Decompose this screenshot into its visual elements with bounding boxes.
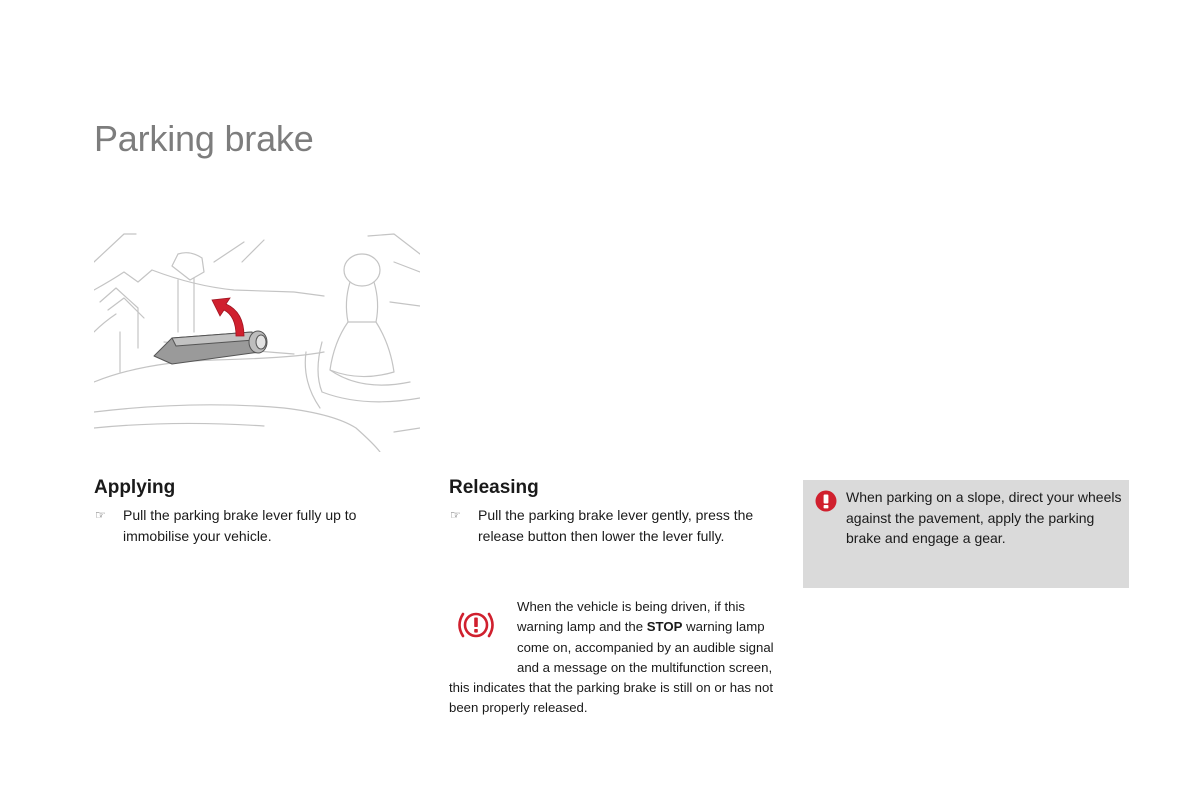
parking-brake-warning-lamp-icon (456, 609, 496, 641)
lamp-icon-wrapper (449, 599, 515, 659)
warning-exclamation-icon (815, 490, 837, 512)
page-title: Parking brake (94, 118, 314, 159)
applying-text: Pull the parking brake lever fully up to immobilise your vehicle. (123, 507, 357, 544)
applying-instruction (95, 505, 395, 546)
bullet-arrow-icon: ☞ (95, 508, 106, 522)
slope-warning-text: When parking on a slope, direct your wheels against the pavement, apply the parking brake and engage a gear. (846, 489, 1122, 546)
lamp-note-text-end: warning lamp come on, accompanied by an audible signal and a message on the multifunction screen, this indicates that the parking brake is still on or has not been properly released. (449, 619, 774, 716)
bullet-arrow-icon: ☞ (450, 508, 461, 522)
releasing-heading: Releasing (449, 477, 539, 498)
lamp-note-text-start: When the vehicle is being driven, if this warning lamp and the (517, 599, 745, 635)
stop-label: STOP (646, 619, 683, 635)
releasing-text: Pull the parking brake lever gently, press the release button then lower the lever fully. (478, 507, 754, 544)
applying-heading: Applying (94, 477, 176, 498)
warning-lamp-note (449, 597, 779, 719)
releasing-instruction (450, 505, 780, 546)
parking-brake-illustration (94, 232, 420, 452)
slope-warning-box (803, 480, 1129, 588)
